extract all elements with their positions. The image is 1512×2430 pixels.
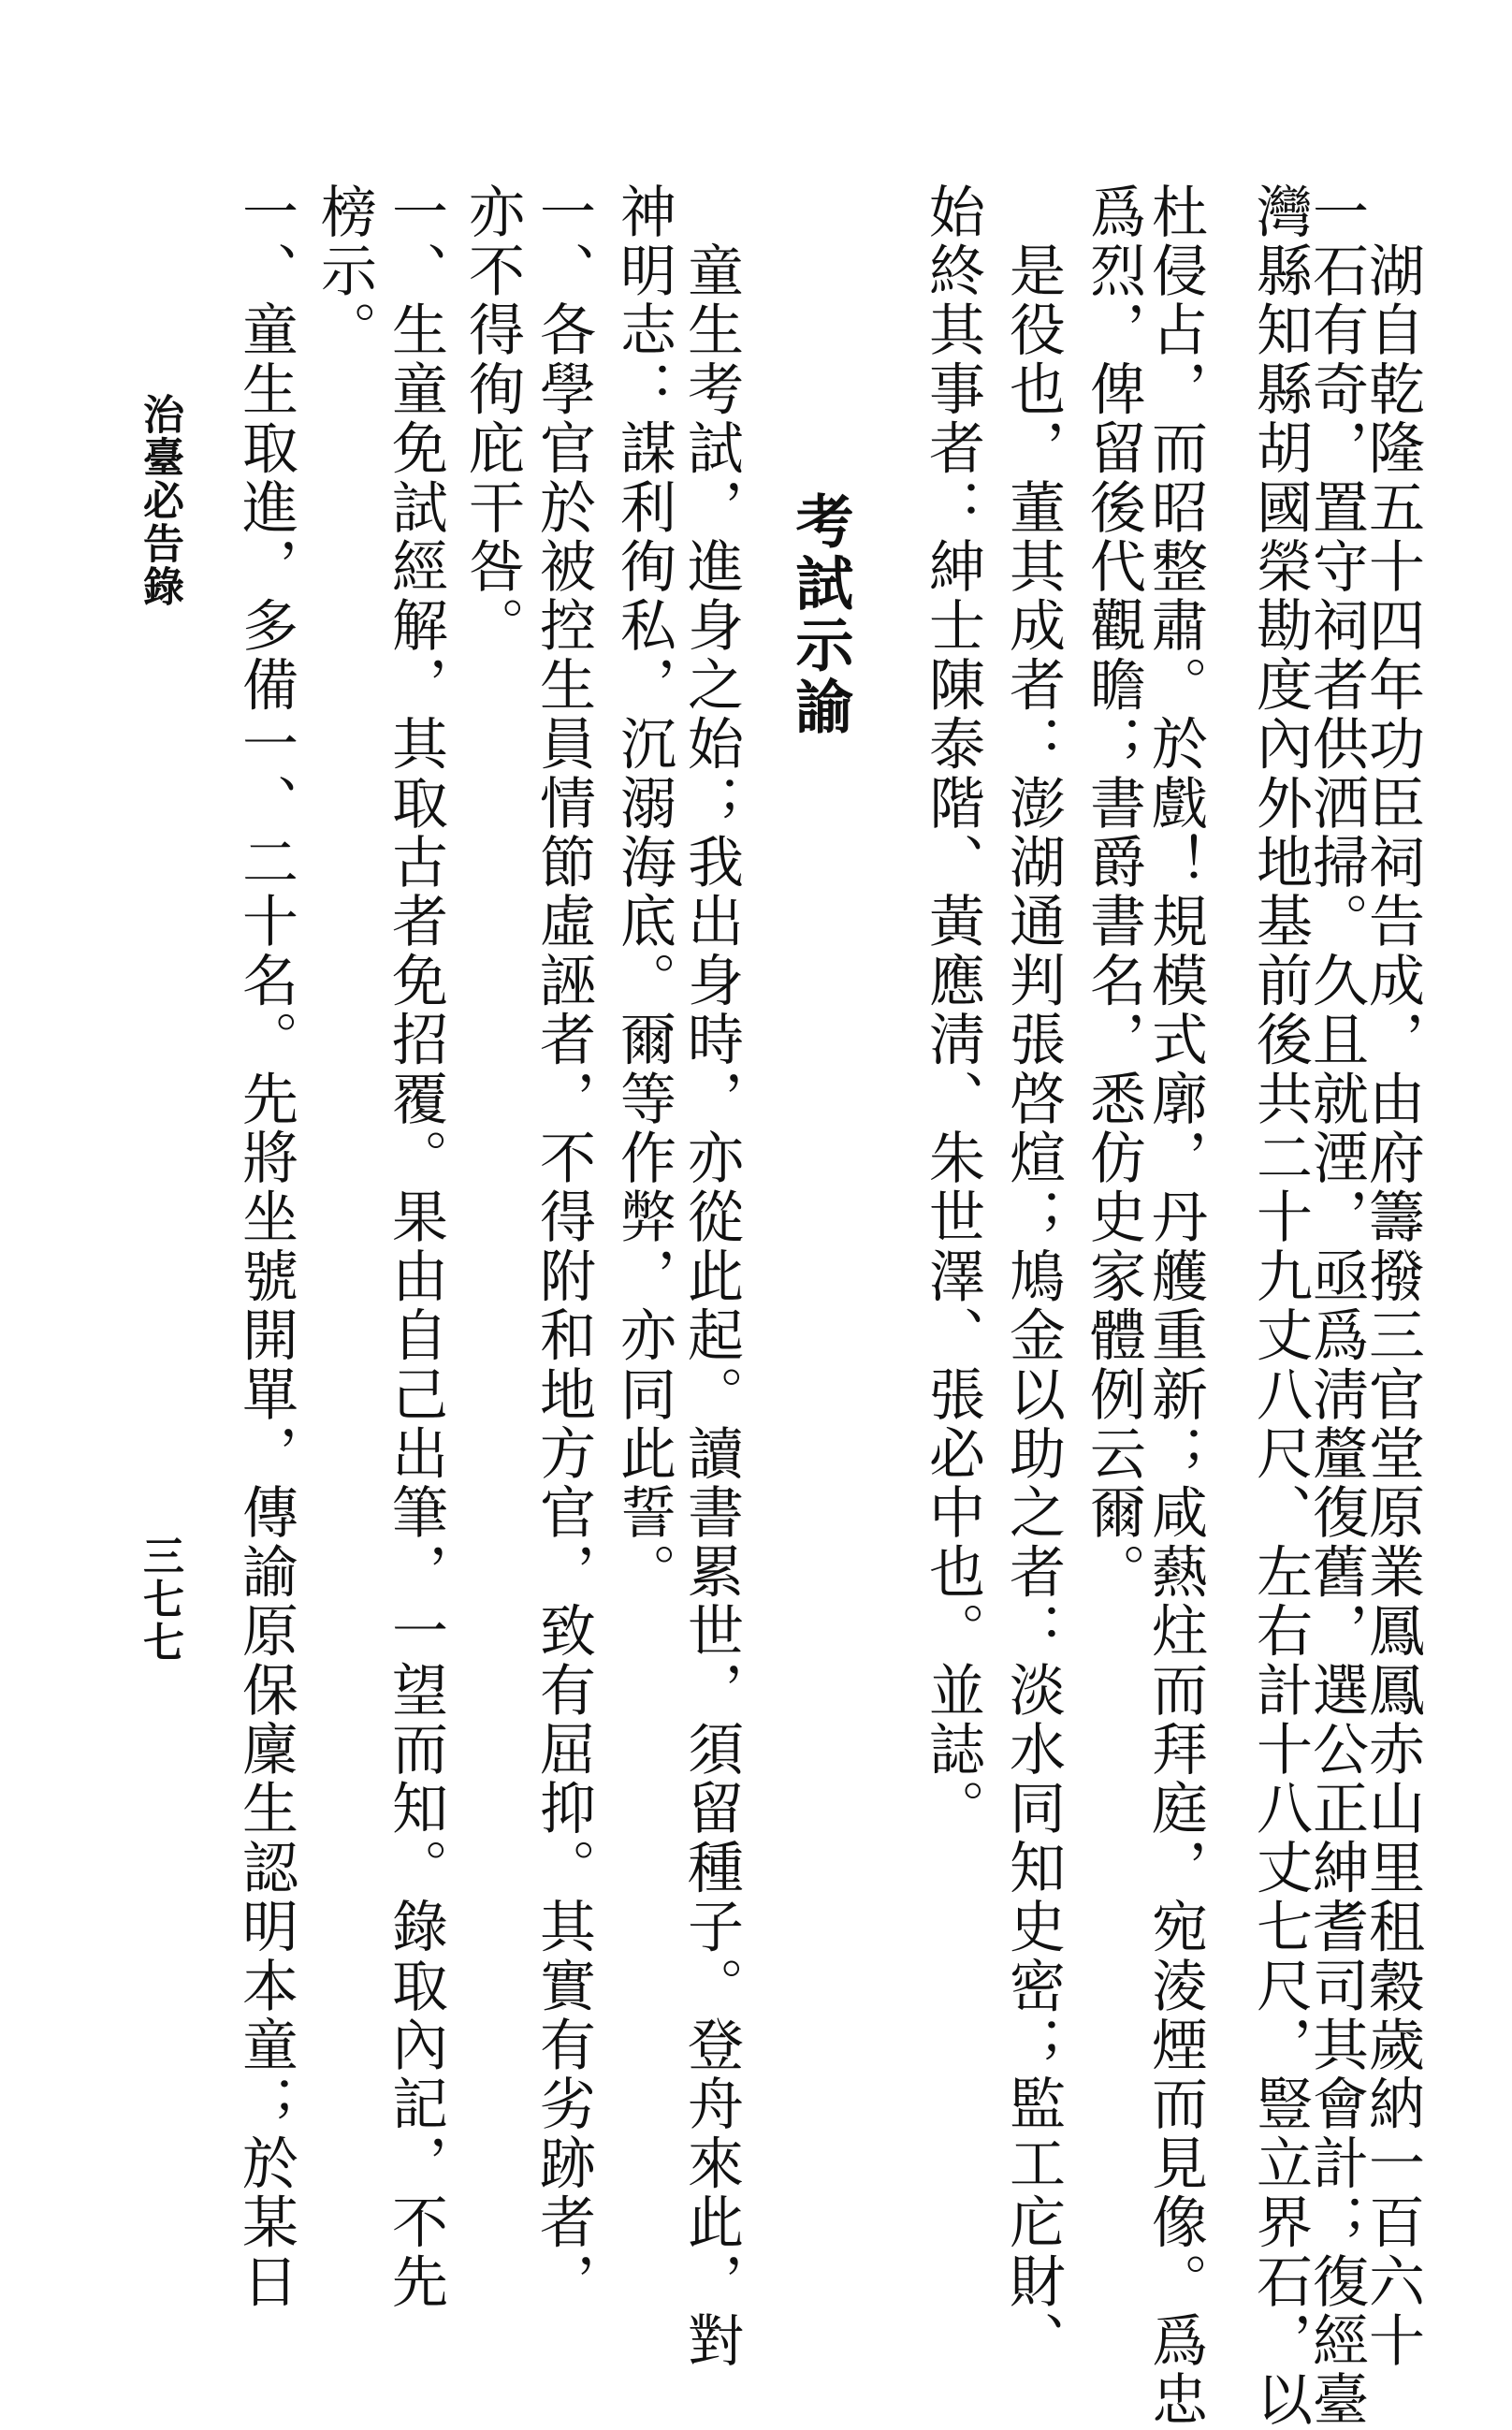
page-number: 三七七 xyxy=(136,1535,183,1664)
text-column: 灣縣知縣胡國榮勘度內外地基前後共二十九丈八尺、左右計十八丈七尺，豎立界石，以 xyxy=(1247,182,1313,2430)
text-column: 一、各學官於被控生員情節虛誣者，不得附和地方官，致有屈抑。其實有劣跡者， xyxy=(531,182,596,2312)
text-column: 是役也，董其成者：澎湖通判張啓煊；鳩金以助之者：淡水同知史密；監工庀財、 xyxy=(1000,182,1066,2371)
text-column: 一石有奇，置守祠者供洒掃。久且就湮，亟爲淸釐復舊，選公正紳耆司其會計；復經臺 xyxy=(1303,182,1369,2430)
text-column: 童生考試，進身之始；我出身時，亦從此起。讀書累世，須留種子。登舟來此，對 xyxy=(678,182,744,2371)
text-column: 杜侵占，而昭整肅。於戲！規模式廓，丹艧重新；咸爇炷而拜庭，宛淩煙而見像。爲忠 xyxy=(1142,182,1208,2430)
text-column: 一、童生取進，多備一、二十名。先將坐號開單，傳諭原保廩生認明本童；於某日 xyxy=(233,182,298,2312)
text-column: 爲烈，俾留後代觀瞻；書爵書名，悉仿史家體例云爾。 xyxy=(1081,182,1146,1602)
text-column: 始終其事者：紳士陳泰階、黃應淸、朱世澤、張必中也。並誌。 xyxy=(920,182,985,1839)
text-column: 湖自乾隆五十四年功臣祠告成，由府籌撥三官堂原業鳳鳳赤山里租穀歲納一百六十 xyxy=(1359,182,1425,2371)
text-column: 神明志：謀利徇私，沉溺海底。爾等作弊，亦同此誓。 xyxy=(611,182,676,1602)
section-title: 考試示諭 xyxy=(786,182,854,738)
text-column: 亦不得徇庇干咎。 xyxy=(459,182,525,656)
text-column: 一、生童免試經解，其取古者免招覆。果由自己出筆，一望而知。錄取內記，不先 xyxy=(383,182,448,2312)
text-column: 榜示。 xyxy=(312,182,377,360)
running-title: 治臺必告錄 xyxy=(136,393,183,608)
